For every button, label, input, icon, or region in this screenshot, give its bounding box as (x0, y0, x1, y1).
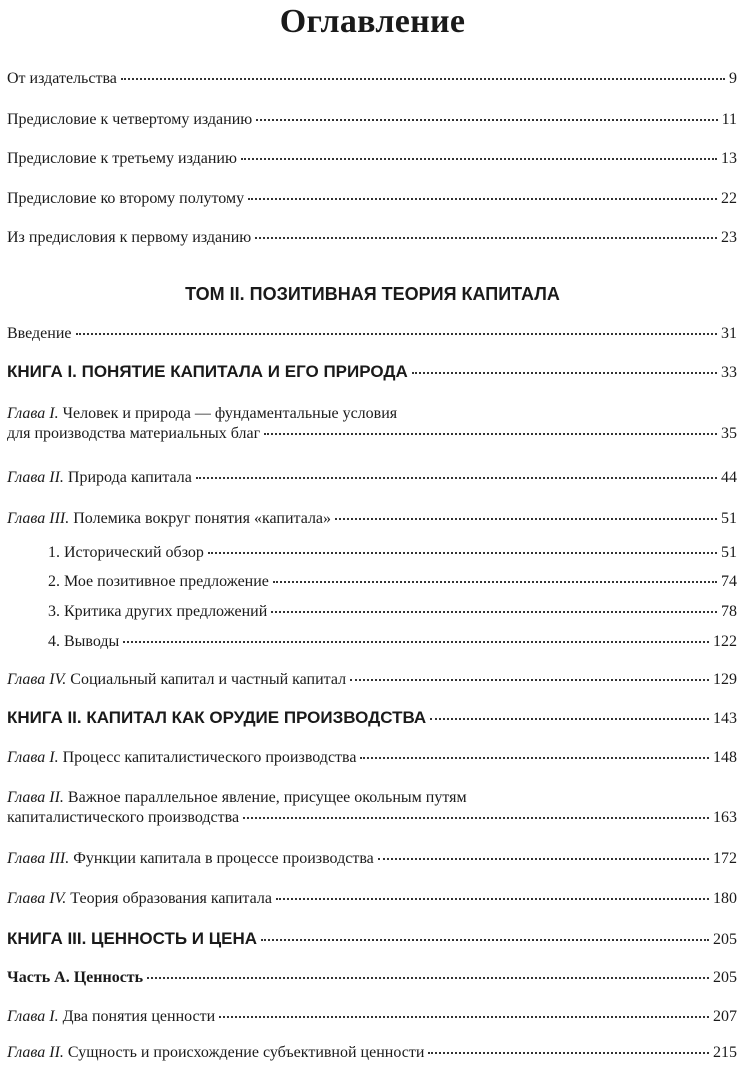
book-title: КНИГА III. ЦЕННОСТЬ И ЦЕНА (7, 929, 258, 948)
page-number: 215 (713, 1044, 737, 1061)
dot-leader (255, 236, 717, 239)
toc-chapter-entry (7, 1007, 737, 1027)
dot-leader (261, 938, 709, 941)
toc-entry (7, 324, 737, 344)
chapter-title: Природа капитала (63, 469, 192, 486)
toc-section-entry (48, 602, 737, 622)
chapter-prefix: Глава III. (7, 510, 70, 527)
page-number: 22 (721, 190, 737, 207)
dot-leader (256, 118, 717, 121)
chapter-title: Теория образования капитала (66, 890, 272, 907)
toc-entry (7, 189, 737, 209)
toc-entry (7, 149, 737, 169)
chapter-title: Полемика вокруг понятия «капитала» (69, 510, 332, 527)
volume-title: ТОМ II. ПОЗИТИВНАЯ ТЕОРИЯ КАПИТАЛА (185, 284, 560, 304)
dot-leader (243, 816, 709, 819)
page-number: 205 (713, 931, 737, 948)
toc-chapter-entry (7, 748, 737, 768)
chapter-title: Сущность и происхождение субъективной ценности (63, 1044, 425, 1061)
page-number: 9 (729, 70, 737, 87)
dot-leader (276, 897, 709, 900)
toc-part-entry (7, 968, 737, 988)
page-number: 122 (713, 633, 737, 650)
chapter-title: Человек и природа — фундаментальные условия (58, 405, 398, 422)
toc-chapter-entry (7, 670, 737, 690)
toc-entry (7, 69, 737, 89)
entry-title: Предисловие к четвертому изданию (7, 111, 253, 128)
book-title: КНИГА I. ПОНЯТИЕ КАПИТАЛА И ЕГО ПРИРОДА (7, 362, 408, 381)
page-number: 163 (713, 809, 737, 826)
chapter-prefix: Глава IV. (7, 671, 67, 688)
section-title: 1. Исторический обзор (48, 544, 204, 561)
entry-title: Предисловие к третьему изданию (7, 150, 237, 167)
chapter-title: Процесс капиталистического производства (58, 749, 357, 766)
chapter-title: Два понятия ценности (58, 1008, 216, 1025)
toc-book-entry (7, 929, 737, 950)
section-title: 2. Мое позитивное предложение (48, 573, 269, 590)
chapter-title: Функции капитала в процессе производства (69, 850, 374, 867)
chapter-title: Важное параллельное явление, присущее окольным путям (63, 789, 467, 806)
toc-chapter-entry (7, 468, 737, 488)
chapter-title-cont: для производства материальных благ (7, 425, 261, 442)
toc-book-entry (7, 362, 737, 383)
dot-leader (196, 476, 717, 479)
chapter-prefix: Глава IV. (7, 890, 67, 907)
page-number: 35 (721, 425, 737, 442)
toc-book-entry (7, 708, 737, 729)
dot-leader (430, 717, 709, 720)
page-number: 33 (721, 364, 737, 381)
toc-chapter-entry (7, 509, 737, 529)
page-number: 180 (713, 890, 737, 907)
page-number: 11 (721, 111, 737, 128)
page-number: 31 (721, 325, 737, 342)
toc-chapter-entry (7, 404, 737, 444)
section-title: 4. Выводы (48, 633, 120, 650)
page-number: 23 (721, 229, 737, 246)
toc-entry (7, 110, 737, 130)
page-title: Оглавление (279, 3, 466, 40)
entry-title: Введение (7, 325, 72, 342)
page-number: 51 (721, 544, 737, 561)
page-number: 143 (713, 710, 737, 727)
page-number: 44 (721, 469, 737, 486)
chapter-prefix: Глава I. (7, 1008, 59, 1025)
toc-entry (7, 228, 737, 248)
dot-leader (123, 640, 709, 643)
dot-leader (271, 610, 717, 613)
page-number: 13 (721, 150, 737, 167)
toc-chapter-entry (7, 889, 737, 909)
book-title: КНИГА II. КАПИТАЛ КАК ОРУДИЕ ПРОИЗВОДСТВА (7, 708, 427, 727)
page-number: 74 (721, 573, 737, 590)
toc-chapter-entry (7, 788, 737, 828)
dot-leader (378, 857, 709, 860)
chapter-prefix: Глава II. (7, 789, 64, 806)
toc-chapter-entry (7, 849, 737, 869)
dot-leader (412, 371, 717, 374)
page-number: 129 (713, 671, 737, 688)
entry-title: Из предисловия к первому изданию (7, 229, 252, 246)
dot-leader (264, 432, 717, 435)
dot-leader (335, 517, 717, 520)
toc-section-entry (48, 632, 737, 652)
dot-leader (241, 157, 717, 160)
page-number: 172 (713, 850, 737, 867)
page-number: 205 (713, 969, 737, 986)
entry-title: От издательства (7, 70, 117, 87)
chapter-title-cont: капиталистического производства (7, 809, 240, 826)
page-number: 78 (721, 603, 737, 620)
dot-leader (219, 1015, 709, 1018)
chapter-prefix: Глава I. (7, 405, 59, 422)
chapter-prefix: Глава II. (7, 1044, 64, 1061)
toc-section-entry (48, 543, 737, 563)
dot-leader (121, 77, 725, 80)
page-number: 51 (721, 510, 737, 527)
dot-leader (208, 551, 717, 554)
dot-leader (273, 580, 717, 583)
entry-title: Предисловие ко второму полутому (7, 190, 245, 207)
page-number: 207 (713, 1008, 737, 1025)
dot-leader (350, 678, 709, 681)
dot-leader (147, 976, 709, 979)
section-title: 3. Критика других предложений (48, 603, 268, 620)
dot-leader (76, 332, 718, 335)
chapter-prefix: Глава I. (7, 749, 59, 766)
dot-leader (248, 197, 717, 200)
chapter-title: Социальный капитал и частный капитал (66, 671, 347, 688)
toc-chapter-entry (7, 1043, 737, 1063)
toc-section-entry (48, 572, 737, 592)
chapter-prefix: Глава III. (7, 850, 70, 867)
dot-leader (360, 756, 709, 759)
dot-leader (428, 1051, 709, 1054)
page-number: 148 (713, 749, 737, 766)
part-title: Часть А. Ценность (7, 969, 144, 986)
chapter-prefix: Глава II. (7, 469, 64, 486)
